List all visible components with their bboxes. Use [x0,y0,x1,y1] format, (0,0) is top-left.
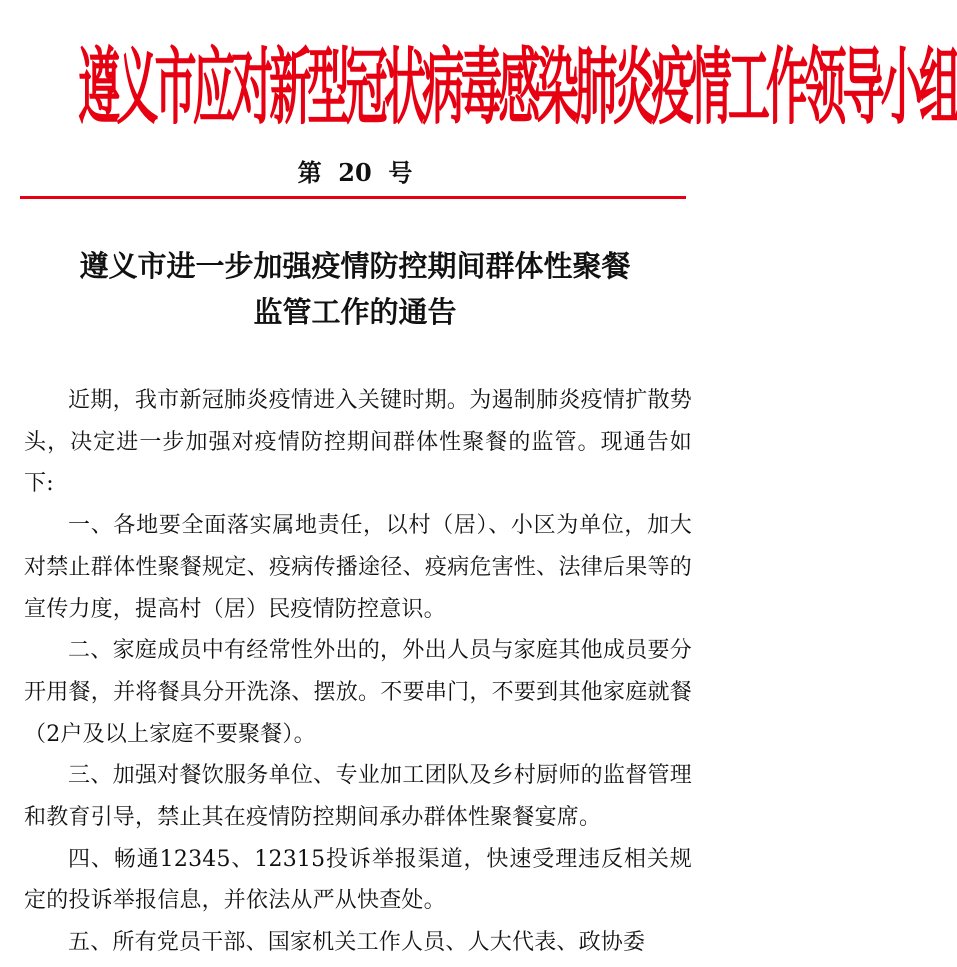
body-paragraph-item-4: 四、畅通12345、12315投诉举报渠道，快速受理违反相关规定的投诉举报信息，并依法从严从快查处。 [24,846,692,914]
body-paragraph-item-3: 三、加强对餐饮服务单位、专业加工团队及乡村厨师的监督管理和教育引导，禁止其在疫情防控期间承办群体性聚餐宴席。 [24,763,692,831]
notice-title-line-2: 监管工作的通告 [253,295,457,329]
body-paragraph-intro: 近期，我市新冠肺炎疫情进入关键时期。为遏制肺炎疫情扩散势头，决定进一步加强对疫情防控期间群体性聚餐的监管。现通告如下: [24,388,692,497]
notice-title-line-1: 遵义市进一步加强疫情防控期间群体性聚餐 [79,249,631,283]
header-divider-rule [20,196,686,199]
notice-body [24,380,692,964]
body-paragraph-item-5: 五、所有党员干部、国家机关工作人员、人大代表、政协委 [68,930,646,956]
body-paragraph-item-2: 二、家庭成员中有经常性外出的，外出人员与家庭其他成员要分开用餐，并将餐具分开洗涤、摆放。不要串门，不要到其他家庭就餐（2户及以上家庭不要聚餐）。 [24,638,692,747]
body-paragraph-item-1: 一、各地要全面落实属地责任，以村（居）、小区为单位，加大对禁止群体性聚餐规定、疫病传播途径、疫病危害性、法律后果等的宣传力度，提高村（居）民疫情防控意识。 [24,513,692,622]
document-number: 第 20 号 [297,158,413,187]
org-header-title: 遵义市应对新型冠状病毒感染肺炎疫情工作领导小组 [78,38,957,137]
